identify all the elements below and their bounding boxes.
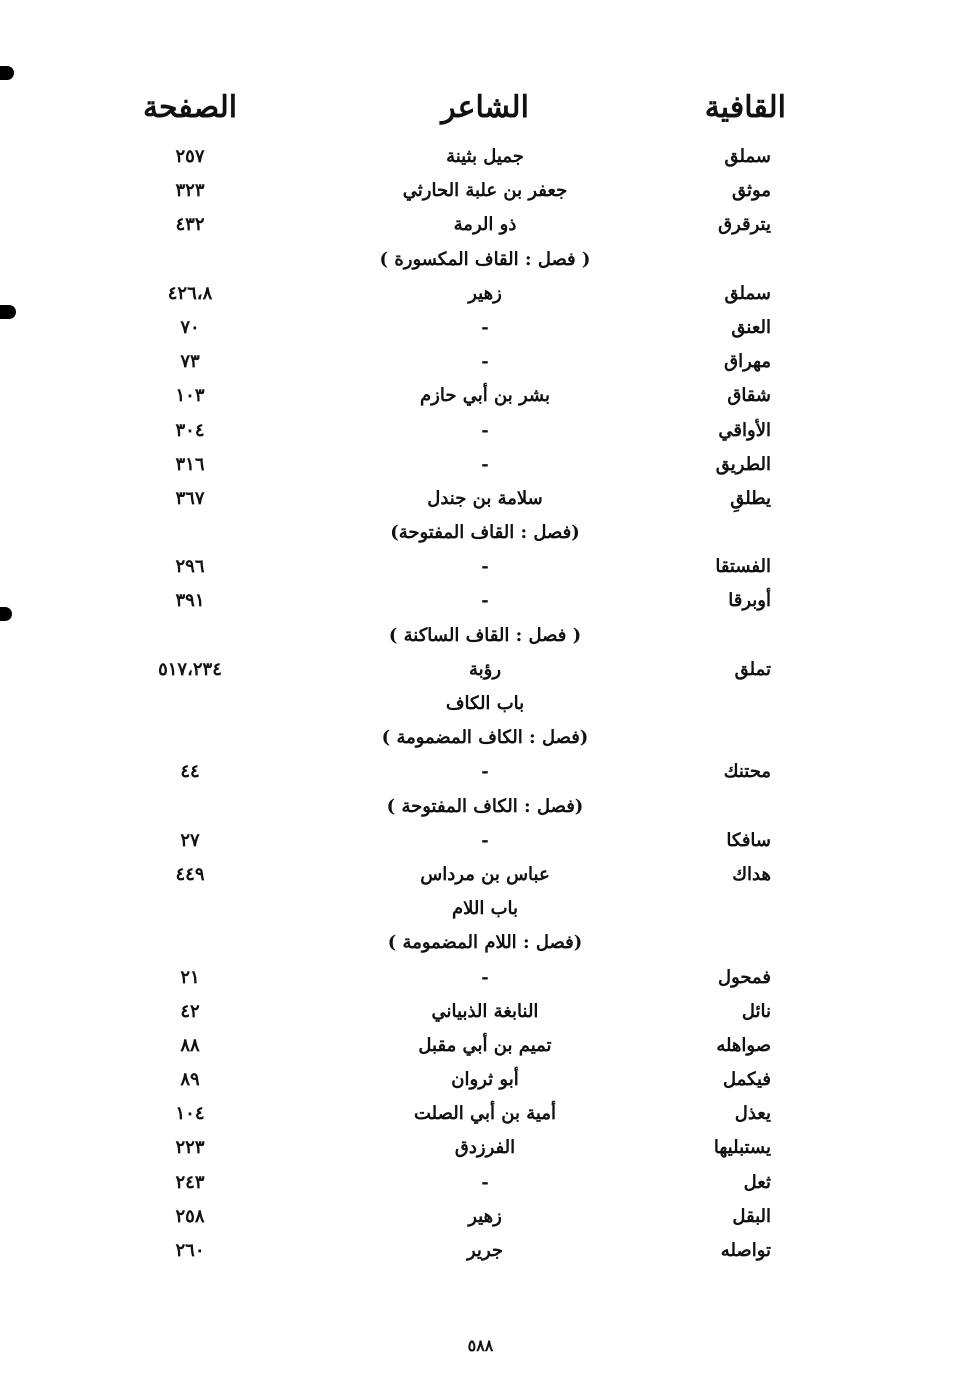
poet-cell: جميل بثينة [446, 146, 524, 167]
page-cell: ٣٦٧ [175, 487, 205, 509]
poet-cell: زهير [468, 1205, 502, 1227]
rhyme-cell: يستبليها [713, 1137, 771, 1159]
poet-cell: - [481, 419, 489, 441]
poet-cell: تميم بن أبي مقبل [418, 1034, 552, 1056]
poet-cell: جرير [467, 1240, 503, 1261]
poet-cell: - [481, 590, 489, 612]
page-cell: ٤٣٢ [175, 214, 205, 236]
rhyme-cell: يطلقِ [730, 487, 771, 509]
poet-cell: أبو ثروان [451, 1069, 519, 1091]
rhyme-cell: يترقرق [718, 214, 771, 236]
poet-cell: - [481, 556, 489, 578]
rhyme-cell: ثعل [743, 1171, 771, 1193]
scan-mark-top [0, 66, 14, 80]
table-row [0, 347, 961, 381]
table-row [0, 1236, 961, 1270]
table-row [0, 1133, 961, 1167]
page-cell: ٣٠٤ [175, 419, 205, 441]
table-row [0, 757, 961, 791]
table-row [0, 997, 961, 1031]
table-header [0, 90, 961, 134]
poet-cell: ذو الرمة [453, 214, 517, 236]
rhyme-cell: تملق [734, 658, 771, 680]
page-cell: ٥١٧،٢٣٤ [158, 658, 222, 680]
rhyme-cell: الطريق [715, 453, 771, 475]
rhyme-cell: فيكمل [722, 1069, 771, 1091]
rhyme-cell: محتنك [723, 761, 771, 783]
page-cell: ٤٤٩ [175, 863, 205, 885]
table-row [0, 450, 961, 484]
poet-cell: زهير [468, 282, 502, 304]
rhyme-cell: هداك [732, 863, 771, 885]
rhyme-cell: موثق [732, 180, 771, 202]
page-cell: ٢٧ [180, 829, 200, 851]
table-row [0, 210, 961, 244]
section-heading: ( فصل : القاف المكسورة ) [379, 248, 591, 270]
section-heading: (فصل : الكاف المضمومة ) [381, 727, 589, 749]
table-row [0, 279, 961, 313]
section-heading-row [0, 928, 961, 962]
poet-cell: النابغة الذبياني [431, 1000, 539, 1022]
table-row [0, 416, 961, 450]
chapter-heading: باب اللام [451, 898, 519, 920]
poet-cell: - [481, 316, 489, 338]
table-row [0, 552, 961, 586]
rhyme-cell: سملق [724, 282, 771, 304]
section-heading-row [0, 518, 961, 552]
poet-cell: - [481, 966, 489, 988]
rhyme-cell: البقل [732, 1205, 771, 1227]
poet-cell: عباس بن مرداس [420, 863, 550, 885]
table-row [0, 142, 961, 176]
rhyme-cell: شقاق [727, 385, 771, 407]
page-cell: ١٠٤ [175, 1103, 205, 1125]
rhyme-cell: صواهله [716, 1034, 771, 1056]
table-row [0, 1202, 961, 1236]
table-row [0, 1168, 961, 1202]
rhyme-cell: الفستقا [715, 556, 771, 578]
table-row [0, 176, 961, 210]
rhyme-cell: سملق [724, 146, 771, 167]
chapter-heading: باب الكاف [445, 693, 525, 714]
page-cell: ٤٢٦،٨ [167, 282, 213, 304]
rhyme-cell: يعذل [734, 1103, 771, 1125]
table-row [0, 1099, 961, 1133]
header-poet: الشاعر [441, 90, 529, 125]
rhyme-cell: العنق [731, 316, 771, 338]
rhyme-cell: سافكا [726, 829, 771, 851]
table-row [0, 1065, 961, 1099]
page-cell: ٣٩١ [175, 590, 205, 612]
chapter-heading-row [0, 689, 961, 723]
section-heading: (فصل : اللام المضمومة ) [387, 932, 583, 954]
page-cell: ٢٥٨ [175, 1205, 205, 1227]
poet-cell: سلامة بن جندل [427, 487, 543, 509]
page-cell: ٧٠ [180, 316, 200, 338]
section-heading: (فصل : الكاف المفتوحة ) [386, 795, 584, 817]
rhyme-cell: مهراق [724, 351, 771, 373]
header-rhyme: القافية [704, 90, 786, 125]
poet-cell: - [481, 761, 489, 783]
index-table [0, 142, 961, 1270]
poet-cell: - [481, 351, 489, 373]
page-cell: ٣١٦ [175, 453, 205, 475]
section-heading-row [0, 245, 961, 279]
page-number: ٥٨٨ [467, 1336, 494, 1355]
section-heading-row [0, 621, 961, 655]
table-row [0, 484, 961, 518]
page-cell: ٨٩ [180, 1069, 200, 1091]
rhyme-cell: فمحول [717, 966, 771, 988]
table-row [0, 381, 961, 415]
poet-cell: أمية بن أبي الصلت [414, 1103, 556, 1125]
rhyme-cell: نائل [741, 1000, 771, 1022]
table-row [0, 655, 961, 689]
page-cell: ٧٣ [180, 351, 200, 373]
table-row [0, 826, 961, 860]
poet-cell: بشر بن أبي حازم [420, 385, 550, 407]
table-row [0, 963, 961, 997]
page-cell: ٤٤ [180, 761, 200, 783]
poet-cell: - [481, 453, 489, 475]
table-row [0, 586, 961, 620]
rhyme-cell: أوبرقا [728, 590, 771, 612]
table-row [0, 1031, 961, 1065]
page-cell: ٢١ [180, 966, 200, 988]
poet-cell: - [481, 829, 489, 851]
rhyme-cell: تواصله [720, 1240, 771, 1261]
section-heading-row [0, 723, 961, 757]
page-cell: ٢٢٣ [175, 1137, 205, 1159]
page-cell: ٨٨ [180, 1034, 200, 1056]
page-cell: ٣٢٣ [175, 180, 205, 202]
header-page: الصفحة [142, 90, 238, 125]
table-row [0, 313, 961, 347]
table-row [0, 860, 961, 894]
page-cell: ٢٤٣ [175, 1171, 205, 1193]
rhyme-cell: الأواقي [718, 419, 771, 441]
page-cell: ٢٦٠ [175, 1240, 205, 1261]
section-heading: ( فصل : القاف الساكنة ) [388, 624, 582, 646]
poet-cell: رؤبة [468, 658, 502, 680]
poet-cell: الفرزدق [454, 1137, 516, 1159]
page-cell: ٢٩٦ [175, 556, 205, 578]
section-heading: (فصل : القاف المفتوحة) [390, 522, 580, 544]
chapter-heading-row [0, 894, 961, 928]
page-cell: ٤٢ [180, 1000, 200, 1022]
section-heading-row [0, 792, 961, 826]
page-cell: ١٠٣ [175, 385, 205, 407]
poet-cell: - [481, 1171, 489, 1193]
page-cell: ٢٥٧ [175, 146, 205, 167]
poet-cell: جعفر بن علبة الحارثي [402, 180, 568, 202]
